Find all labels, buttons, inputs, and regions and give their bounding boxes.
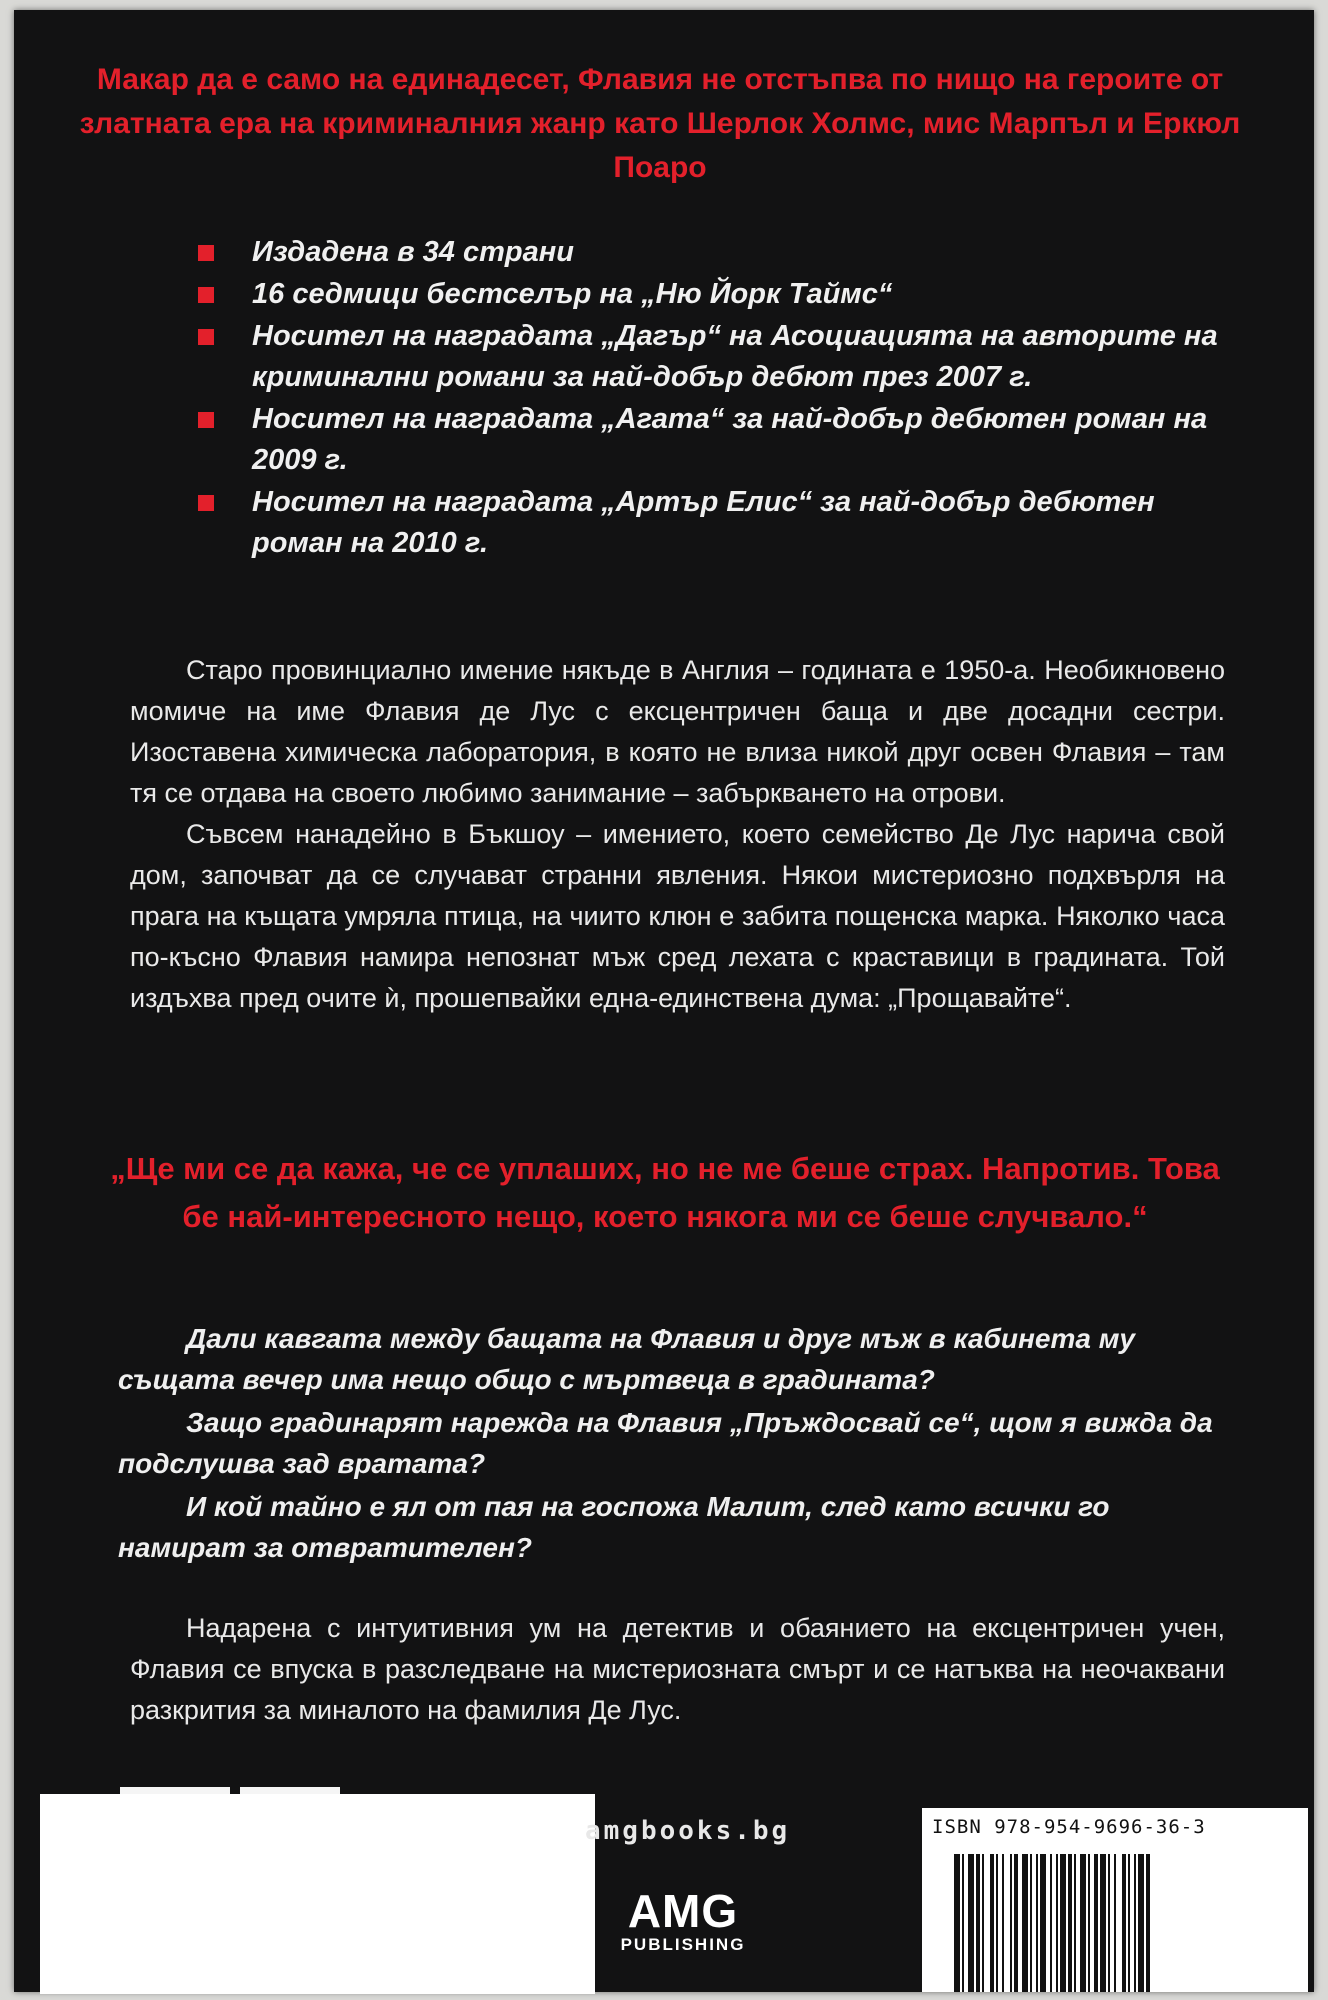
publisher-logo [608,1885,758,1956]
barcode-stripe [954,1854,960,1992]
barcode-stripe [1100,1854,1106,1992]
barcode-stripe [1030,1854,1032,1992]
barcode-stripe [1138,1854,1144,1992]
synopsis-paragraph: Съвсем нанадейно в Бъкшоу – имението, което семейство Де Лус нарича свой дом, започват да се случават странни явления. Някои мистериозно подхвърля на прага на къщата умряла птица, на чиито клюн е забита пощенска марка. Няколко часа по-късно Флавия намира непознат мъж сред лехата с краставици в градината. Той издъхва пред очите ѝ, прошепвайки една-единствена дума: „Прощавайте“. [130,819,1225,1013]
isbn-barcode-box [922,1808,1308,1992]
barcode-stripe [1050,1854,1052,1992]
barcode-stripe [1010,1854,1012,1992]
question: И кой тайно е ял от пая на госпожа Малит, след като всички го намират за отвратителен? [118,1491,1110,1563]
award-list [190,232,1220,565]
barcode-stripe [1128,1854,1130,1992]
barcode-stripe [1060,1854,1066,1992]
barcode-stripe [1122,1854,1126,1992]
barcode-stripe [990,1854,994,1992]
barcode-stripe [968,1854,974,1992]
teaser-questions [118,1318,1228,1570]
question: Защо градинарят нарежда на Флавия „Пръждосвай се“, щом я вижда да подслушва зад вратата? [118,1407,1213,1479]
closing-paragraph-block [130,1608,1225,1731]
barcode-stripe [1002,1854,1004,1992]
barcode-stripe [962,1854,964,1992]
barcode-stripe [1040,1854,1046,1992]
barcode-stripe [1036,1854,1038,1992]
barcode-stripe [1108,1854,1110,1992]
synopsis-paragraph: Старо провинциално имение някъде в Англия – годината е 1950-а. Необикновено момиче на име Флавия де Лус с ексцентричен баща и две досадни сестри. Изоставена химическа лаборатория, в която не влиза никой друг освен Флавия – там тя се отдава на своето любимо занимание – забъркването на отрови. [130,655,1225,808]
bullet-square-icon [198,495,214,511]
logo-subtitle: PUBLISHING [620,1935,746,1954]
headline: Макар да е само на единадесет, Флавия не отстъпва по нищо на героите от златната ера на криминалния жанр като Шерлок Холмс, мис Марпъл и Еркюл Поаро [79,63,1241,184]
barcode-stripe [976,1854,980,1992]
bullet-square-icon [198,329,214,345]
question: Дали кавгата между бащата на Флавия и друг мъж в кабинета му същата вечер има нещо общо с мъртвеца в градината? [118,1323,1136,1395]
barcode-stripe [1074,1854,1076,1992]
synopsis [130,650,1225,1019]
barcode-stripe [1134,1854,1136,1992]
barcode-icon [954,1854,1284,1992]
barcode-stripe [996,1854,998,1992]
barcode-stripe [1022,1854,1028,1992]
publisher-website: amgbooks.bg [585,1816,791,1846]
price-sticker [40,1794,595,1994]
barcode-stripe [1094,1854,1098,1992]
barcode-stripe [982,1854,984,1992]
award-item: Издадена в 34 страни [190,232,1220,273]
barcode-stripe [1068,1854,1072,1992]
award-item: Носител на наградата „Артър Елис“ за най-добър дебютен роман на 2010 г. [190,482,1220,564]
bullet-square-icon [198,412,214,428]
bullet-square-icon [198,245,214,261]
logo-wordmark: AMG [627,1885,739,1937]
closing-paragraph: Надарена с интуитивния ум на детектив и обаянието на ексцентричен учен, Флавия се впуска в разследване на мистериозната смърт и се натъква на неочаквани разкрития за миналото на фамилия Де Лус. [130,1613,1225,1725]
award-item: 16 седмици бестселър на „Ню Йорк Таймс“ [190,274,1220,315]
barcode-stripe [1146,1854,1150,1992]
barcode-stripe [1014,1854,1018,1992]
barcode-stripe [1114,1854,1116,1992]
award-item: Носител на наградата „Дагър“ на Асоциацията на авторите на криминални романи за най-добър дебют през 2007 г. [190,316,1220,398]
pull-quote: „Ще ми се да кажа, че се уплаших, но не ме беше страх. Напротив. Това бе най-интересното нещо, което някога ми се беше случвало.“ [110,1151,1220,1234]
award-item: Носител на наградата „Агата“ за най-добър дебютен роман на 2009 г. [190,399,1220,481]
barcode-stripe [1056,1854,1058,1992]
barcode-stripe [1080,1854,1086,1992]
isbn-number: ISBN 978-954-9696-36-3 [932,1816,1206,1838]
bullet-square-icon [198,287,214,303]
barcode-stripe [1088,1854,1090,1992]
